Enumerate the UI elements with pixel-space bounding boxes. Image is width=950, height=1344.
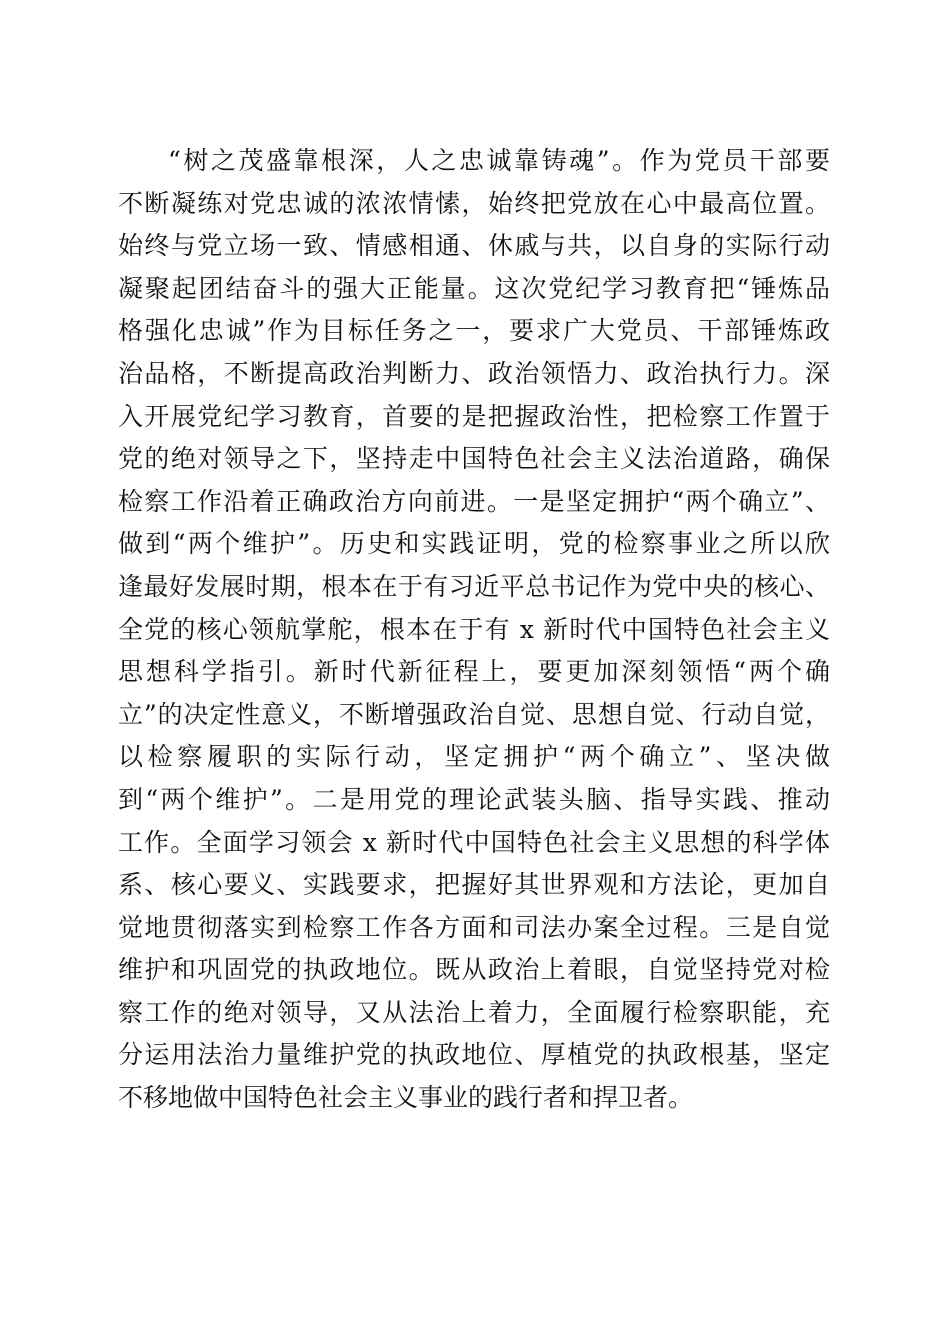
paragraph-line: 做到“两个维护”。历史和实践证明，党的检察事业之所以欣 [118,529,830,559]
paragraph-line: 系、核心要义、实践要求，把握好其世界观和方法论，更加自 [118,870,830,900]
paragraph-line: 思想科学指引。新时代新征程上，要更加深刻领悟“两个确 [118,657,830,687]
paragraph-line: “树之茂盛靠根深，人之忠诚靠铸魂”。作为党员干部要 [168,146,830,175]
paragraph-line: 检察工作沿着正确政治方向前进。一是坚定拥护“两个确立”、 [118,486,830,516]
paragraph-line: 不断凝练对党忠诚的浓浓情愫，始终把党放在心中最高位置。 [118,188,830,218]
body-paragraph [118,140,830,1120]
paragraph-line: 分运用法治力量维护党的执政地位、厚植党的执政根基，坚定 [118,1040,830,1070]
paragraph-line: 全党的核心领航掌舵，根本在于有 x 新时代中国特色社会主义 [118,614,830,644]
paragraph-line: 维护和巩固党的执政地位。既从政治上着眼，自觉坚持党对检 [118,955,830,985]
paragraph-line: 以检察履职的实际行动，坚定拥护“两个确立”、坚决做 [118,742,830,772]
paragraph-line: 察工作的绝对领导，又从法治上着力，全面履行检察职能，充 [118,997,830,1027]
paragraph-line: 格强化忠诚”作为目标任务之一，要求广大党员、干部锤炼政 [118,316,830,346]
paragraph-line: 觉地贯彻落实到检察工作各方面和司法办案全过程。三是自觉 [118,912,830,942]
paragraph-line: 逢最好发展时期，根本在于有习近平总书记作为党中央的核心、 [118,571,830,601]
paragraph-line: 立”的决定性意义，不断增强政治自觉、思想自觉、行动自觉， [118,699,830,729]
paragraph-line: 治品格，不断提高政治判断力、政治领悟力、政治执行力。深 [118,358,830,388]
paragraph-line: 不移地做中国特色社会主义事业的践行者和捍卫者。 [118,1083,694,1113]
paragraph-line: 到“两个维护”。二是用党的理论武装头脑、指导实践、推动 [118,784,830,814]
paragraph-line: 入开展党纪学习教育，首要的是把握政治性，把检察工作置于 [118,401,830,431]
paragraph-line: 始终与党立场一致、情感相通、休戚与共，以自身的实际行动 [118,231,830,261]
paragraph-line: 工作。全面学习领会 x 新时代中国特色社会主义思想的科学体 [118,827,830,857]
paragraph-line: 党的绝对领导之下，坚持走中国特色社会主义法治道路，确保 [118,444,830,474]
paragraph-line: 凝聚起团结奋斗的强大正能量。这次党纪学习教育把“锤炼品 [118,273,830,303]
